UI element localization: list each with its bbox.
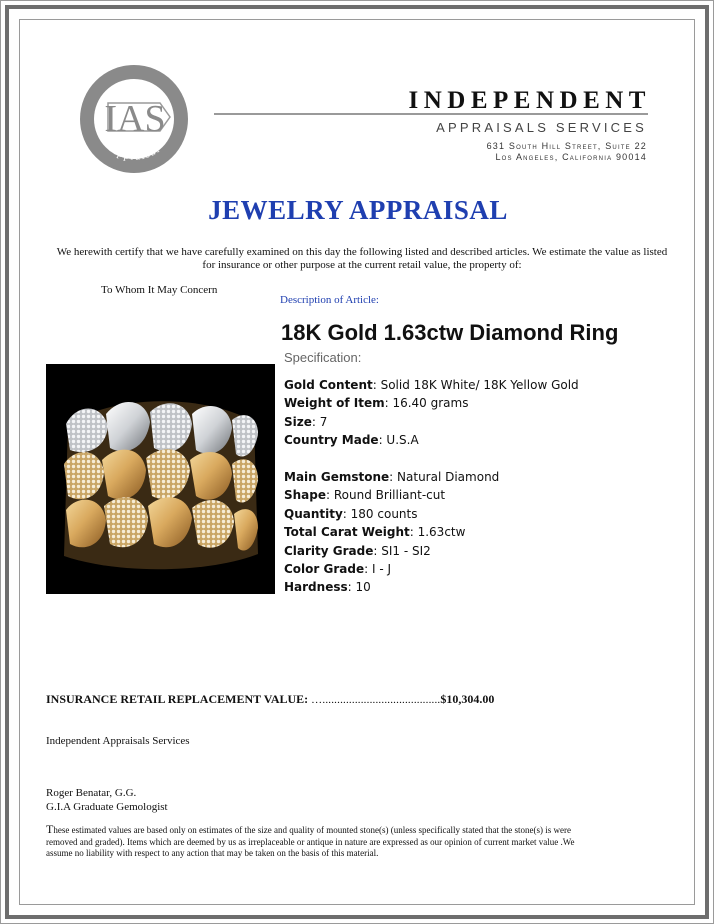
logo-monogram: IAS: [104, 98, 166, 140]
value-leader-dots: …........................................: [311, 694, 441, 706]
address-line-1: 631 South Hill Street, Suite 22: [486, 141, 647, 151]
spec-country: Country Made: U.S.A: [284, 433, 419, 448]
spec-total-carat: Total Carat Weight: 1.63ctw: [284, 525, 466, 540]
company-name: INDEPENDENT: [408, 87, 651, 114]
spec-color: Color Grade: I - J: [284, 561, 392, 576]
spec-weight: Weight of Item: 16.40 grams: [284, 396, 469, 411]
value-label: INSURANCE RETAIL REPLACEMENT VALUE:: [46, 692, 309, 706]
spec-quantity: Quantity: 180 counts: [284, 506, 418, 521]
spec-hardness: Hardness: 10: [284, 580, 371, 595]
specification-label: Specification:: [284, 350, 362, 365]
header-divider: [214, 113, 648, 115]
disclaimer-initial: T: [46, 822, 54, 836]
specifications-list: [284, 376, 579, 597]
disclaimer-text: hese estimated values are based only on estimates of the size and quality of mounted stone(s) (unless specifically stated that the stone(s) is were removed and graded). Items which are deemed by us as irreplaceable or antique in nature are expressed as our opinion of current market value .We assume no liability with respect to any action that may be taken on the basis of this material.: [46, 825, 575, 858]
firm-name: Independent Appraisals Services: [46, 735, 190, 747]
address-line-2: Los Angeles, California 90014: [495, 152, 647, 162]
document-title: JEWELRY APPRAISAL: [208, 195, 508, 225]
logo-ring-text: Appraisal: [107, 142, 163, 163]
description-label: Description of Article:: [280, 294, 379, 306]
ias-logo: [78, 63, 190, 175]
spec-main-gemstone: Main Gemstone: Natural Diamond: [284, 469, 500, 484]
ring-photo: [46, 364, 275, 594]
company-subtitle: APPRAISALS SERVICES: [436, 120, 647, 135]
replacement-value: [46, 692, 494, 707]
spec-size: Size: 7: [284, 414, 328, 429]
appraiser-title: G.I.A Graduate Gemologist: [46, 801, 168, 813]
spec-spacer: [284, 450, 579, 468]
item-title: 18K Gold 1.63ctw Diamond Ring: [281, 320, 619, 345]
recipient: To Whom It May Concern: [101, 284, 218, 296]
disclaimer: [46, 824, 586, 860]
certification-text: We herewith certify that we have carefully examined on this day the following listed and described articles. We estimate the value as listed for insurance or other purpose at the current retail value, the property of:: [56, 246, 668, 271]
value-amount: $10,304.00: [440, 692, 495, 706]
spec-shape: Shape: Round Brilliant-cut: [284, 488, 446, 503]
spec-clarity: Clarity Grade: SI1 - SI2: [284, 543, 431, 558]
spec-gold-content: Gold Content: Solid 18K White/ 18K Yellow Gold: [284, 378, 579, 392]
appraiser-name: Roger Benatar, G.G.: [46, 787, 137, 799]
